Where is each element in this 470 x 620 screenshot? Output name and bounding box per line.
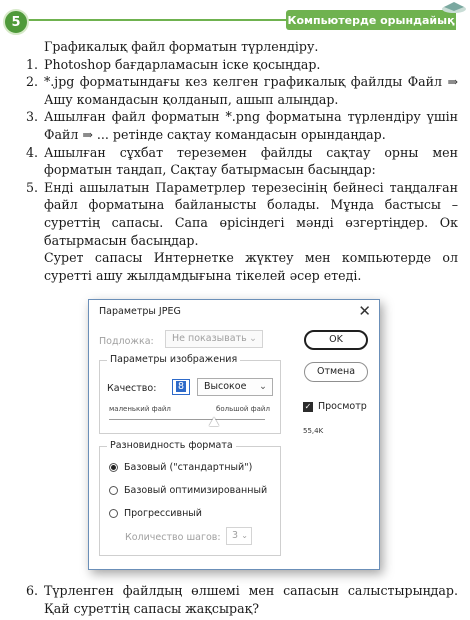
steps-list <box>12 56 458 250</box>
small-file-label: маленький файл <box>109 405 171 413</box>
chevron-down-icon: ⌄ <box>249 333 257 344</box>
quality-input[interactable]: 8 <box>172 379 190 395</box>
quality-label: Качество: <box>107 383 157 394</box>
step-text: Енді ашылатын Параметрлер терезесінің бейнесі таңдалған файл форматына байланысты болады. Мұнда бастысы – суреттің сапасы. Сапа өрісіндегі мәнді өзгертіңдер. Ок батырмасын басыңдар. <box>44 179 458 248</box>
close-icon[interactable]: ✕ <box>358 302 371 320</box>
step-text: *.jpg форматындағы кез келген графикалық файлды Файл ⇒ Ашу командасын қолданып, ашып алыңдар. <box>44 74 458 107</box>
quality-slider-thumb[interactable] <box>209 417 219 426</box>
radio-dot <box>109 509 118 518</box>
scans-label: Количество шагов: <box>125 532 221 543</box>
list-item: 1. Photoshop бағдарламасын іске қосыңдар. <box>12 56 458 74</box>
graduation-cap-icon <box>440 0 468 14</box>
image-options-group <box>99 360 281 434</box>
radio-baseline-optimized[interactable]: Базовый оптимизированный <box>109 485 267 496</box>
note-text: Сурет сапасы Интернетке жүктеу мен компьютерде ол суретті ашу жылдамдығына тікелей әсер етеді. <box>44 250 458 283</box>
jpeg-options-dialog <box>88 299 380 570</box>
list-item: 4. Ашылған сұхбат тереземен файлды сақтау орны мен форматын таңдап, Сақтау батырмасын басыңдар: <box>25 144 458 178</box>
dialog-titlebar[interactable] <box>89 300 379 324</box>
dialog-title: Параметры JPEG <box>99 306 181 317</box>
intro-text: Графикалық файл форматын түрлендіру. <box>44 39 319 54</box>
page-number-badge: 5 <box>3 9 29 35</box>
radio-progressive[interactable]: Прогрессивный <box>109 508 202 519</box>
instructions <box>12 38 458 284</box>
list-item: 3. Ашылған файл форматын *.png форматына түрлендіру үшін Файл ⇒ ... ретінде сақтау командасын орындаңдар. <box>25 109 458 142</box>
format-options-legend: Разновидность формата <box>107 440 236 451</box>
matte-label: Подложка: <box>99 336 154 347</box>
checkmark-icon: ✓ <box>304 401 312 411</box>
quality-slider-track[interactable] <box>109 419 265 420</box>
ok-button[interactable]: OK <box>304 330 368 350</box>
list-item: 6. Түрленген файлдың өлшемі мен сапасын салыстырыңдар. Қай суреттің сапасы жақсырақ? <box>25 583 458 616</box>
step-text: Ашылған сұхбат тереземен файлды сақтау орны мен форматын таңдап, Сақтау батырмасын басыңдар: <box>44 144 458 178</box>
radio-dot <box>109 486 118 495</box>
list-item: 2. *.jpg форматындағы кез келген графикалық файлды Файл ⇒ Ашу командасын қолданып, ашып алыңдар. <box>25 74 458 107</box>
step-text: Ашылған файл форматын *.png форматына түрлендіру үшін Файл ⇒ ... ретінде сақтау командасын орындаңдар. <box>44 109 458 142</box>
large-file-label: большой файл <box>216 405 270 413</box>
section-banner: Компьютерде орындайық <box>286 10 456 30</box>
radio-dot <box>109 463 118 472</box>
quality-preset-select[interactable]: Высокое ⌄ <box>197 378 273 396</box>
scans-select: 3 ⌄ <box>226 527 252 545</box>
preview-checkbox[interactable]: ✓ Просмотр <box>304 401 367 412</box>
file-size-readout: 55,4K <box>303 427 324 435</box>
cancel-button[interactable]: Отмена <box>304 362 368 382</box>
step-text: Photoshop бағдарламасын іске қосыңдар. <box>44 56 321 72</box>
header-rule <box>22 19 290 21</box>
chevron-down-icon: ⌄ <box>241 531 248 540</box>
radio-baseline-standard[interactable]: Базовый ("стандартный") <box>109 462 252 473</box>
question-list <box>12 582 458 617</box>
question-text: Түрленген файлдың өлшемі мен сапасын салыстырыңдар. Қай суреттің сапасы жақсырақ? <box>44 583 458 616</box>
chevron-down-icon: ⌄ <box>259 381 267 392</box>
matte-select: Не показывать ⌄ <box>165 330 263 348</box>
image-options-legend: Параметры изображения <box>107 354 240 365</box>
list-item: 5. Енді ашылатын Параметрлер терезесінің бейнесі таңдалған файл форматына байланысты болады. Мұнда бастысы – суреттің сапасы. Сапа өрісіндегі мәнді өзгертіңдер. Ок батырмасын басыңдар. <box>25 179 458 248</box>
